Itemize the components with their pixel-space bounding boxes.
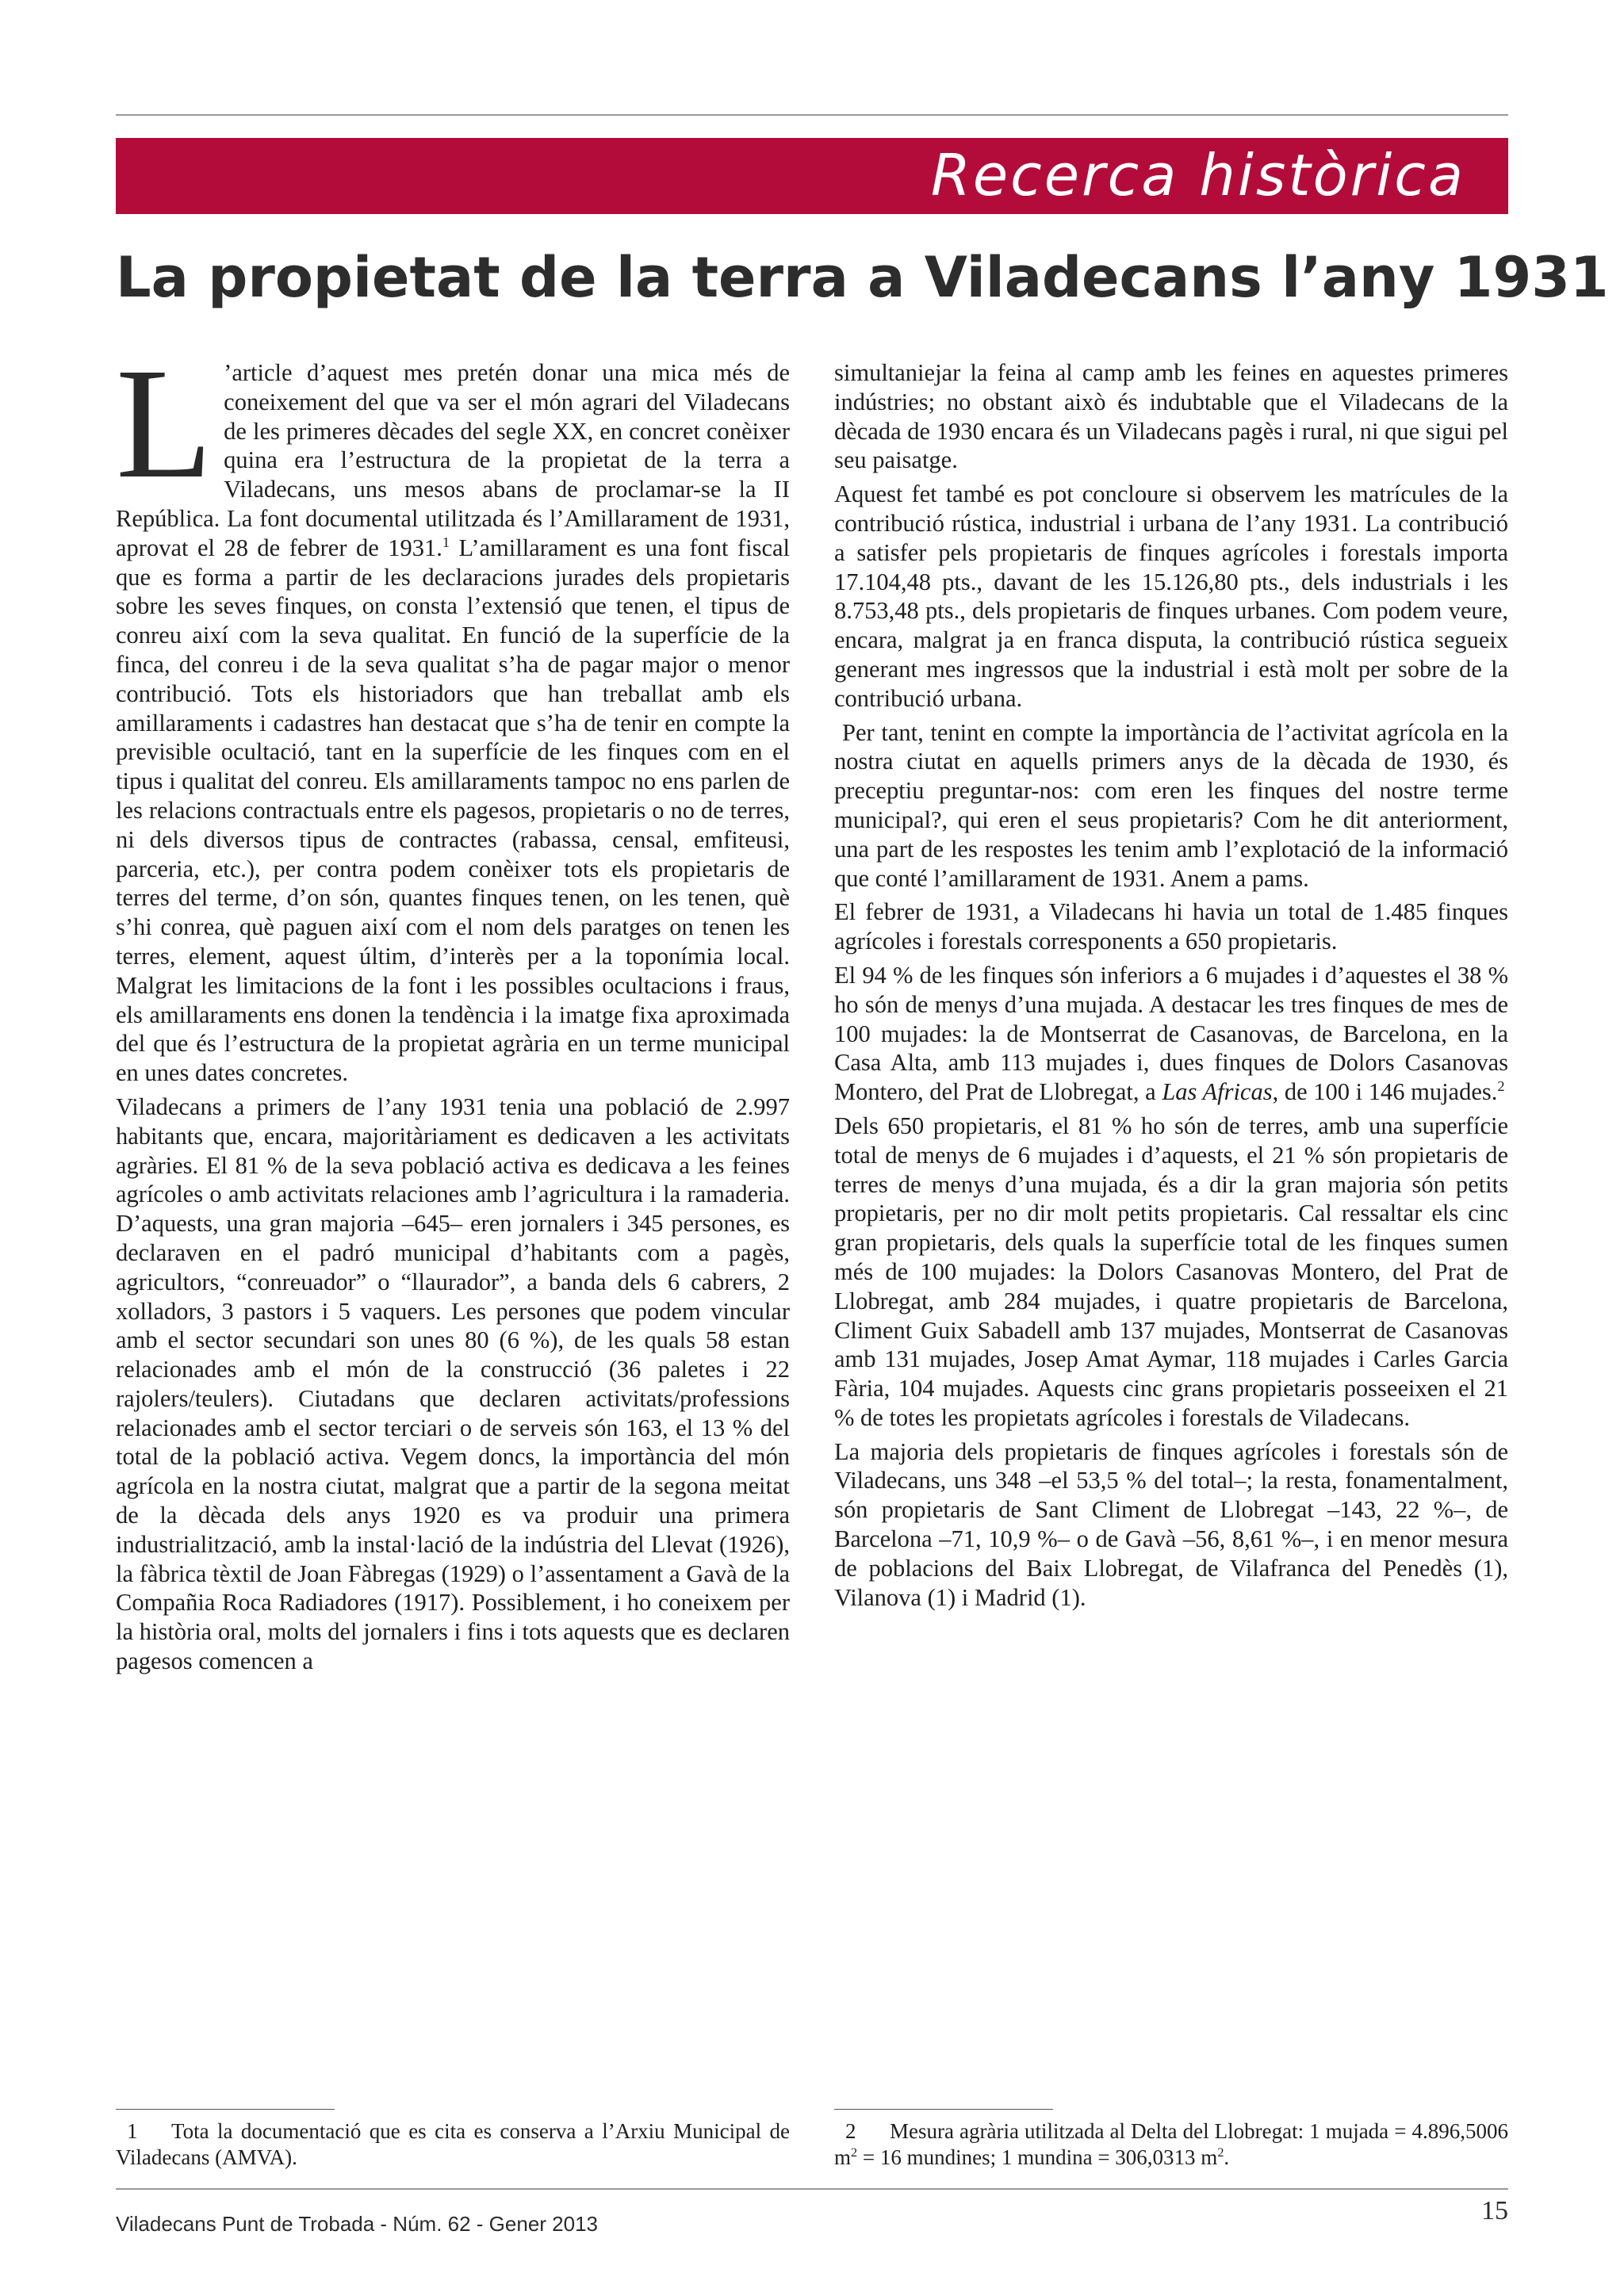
superscript: 2: [1217, 2145, 1224, 2160]
bottom-rule: [116, 2188, 1508, 2190]
paragraph: Dels 650 propietaris, el 81 % ho són de terres, amb una superfície total de menys de 6 mujades i d’aquests, el 21 % són propietaris de terres de menys d’una mujada, és a dir la gran majoria són petits propietaris, per no dir molt petits propietaris. Cal ressaltar els cinc gran propietaris, dels quals la superfície total de les finques sumen més de 100 mujades: la Dolors Casanovas Montero, del Prat de Llobregat, amb 284 mujades, i quatre propietaris de Barcelona, Climent Guix Sabadell amb 137 mujades, Montserrat de Casanovas amb 131 mujades, Josep Amat Aymar, 118 mujades i Carles Garcia Fària, 104 mujades. Aquests cinc grans propietaris posseeixen el 21 % de totes les propietats agrícoles i forestals de Viladecans.: [834, 1112, 1508, 1431]
paragraph: [834, 961, 1508, 1107]
paragraph-text: ’article d’aquest mes pretén donar una mica més de coneixement del que va ser el món agrari del Viladecans de les primeres dècades del segle XX, en concret conèixer quina era l’estructura de la propietat de la terra a Viladecans, uns mesos abans de proclamar-se la II República. La font documental utilitzada és l’Amillarament de 1931, aprovat el 28 de febrer de 1931.: [116, 359, 790, 561]
footnote-divider: [116, 2109, 335, 2110]
paragraph-text: El 94 % de les finques són inferiors a 6 mujades i d’aquestes el 38 % ho són de menys d’una mujada. A destacar les tres finques de mes de 100 mujades: la de Montserrat de Casanovas, de Barcelona, en la Casa Alta, amb 113 mujades i, dues finques de Dolors Casanovas Montero, del Prat de Llobregat, a: [834, 961, 1508, 1106]
footnote-number: 1: [127, 2119, 138, 2143]
footnote-ref: 2: [1497, 1077, 1505, 1094]
right-column: [834, 358, 1508, 1617]
paragraph: La majoria dels propietaris de finques agrícoles i forestals són de Viladecans, uns 348 –el 53,5 % del total–; la resta, fonamentalment, són propietaris de Sant Climent de Llobregat –143, 22 %–, de Barcelona –71, 10,9 %– o de Gavà –56, 8,61 %–, i en menor mesura de poblacions del Baix Llobregat, de Vilafranca del Penedès (1), Vilanova (1) i Madrid (1).: [834, 1437, 1508, 1611]
footnote-text: Tota la documentació que es cita es conserva a l’Arxiu Municipal de Viladecans (AMVA).: [116, 2119, 790, 2169]
publication-footer: Viladecans Punt de Trobada - Núm. 62 - Gener 2013: [116, 2212, 599, 2236]
section-title: Recerca històrica: [930, 142, 1465, 209]
superscript: 2: [851, 2145, 858, 2160]
top-rule: [116, 114, 1508, 116]
article-title: La propietat de la terra a Viladecans l’any 1931: [116, 245, 1609, 310]
page-number: 15: [1481, 2196, 1508, 2225]
paragraph-text: , de 100 i 146 mujades.: [1272, 1078, 1498, 1106]
paragraph: simultaniejar la feina al camp amb les feines en aquestes primeres indústries; no obstant això és indubtable que el Viladecans de la dècada de 1930 encara és un Viladecans pagès i rural, ni que sigui pel seu paisatge.: [834, 359, 1508, 474]
footnote-divider: [834, 2109, 1053, 2110]
paragraph: [116, 336, 791, 1088]
footnote-2: [834, 2118, 1508, 2171]
footnote-1: [116, 2118, 790, 2171]
footnote-text: .: [1224, 2145, 1230, 2169]
dropcap: L: [116, 336, 213, 511]
footnote-number: 2: [845, 2119, 856, 2143]
paragraph: Per tant, tenint en compte la importància de l’activitat agrícola en la nostra ciutat en aquells primers anys de la dècada de 1930, és preceptiu preguntar-nos: com eren les finques del nostre terme municipal?, qui eren el seus propietaris? Com he dit anteriorment, una part de les respostes les tenim amb l’explotació de la informació que conté l’amillarament de 1931. Anem a pams.: [834, 718, 1508, 892]
paragraph: Aquest fet també es pot concloure si observem les matrícules de la contribució rústica, industrial i urbana de l’any 1931. La contribució a satisfer pels propietaris de finques agrícoles i forestals importa 17.104,48 pts., davant de les 15.126,80 pts., dels industrials i les 8.753,48 pts., dels propietaris de finques urbanes. Com podem veure, encara, malgrat ja en franca disputa, la contribució rústica segueix generant mes ingressos que la industrial i està molt per sobre de la contribució urbana.: [834, 480, 1508, 712]
paragraph-text: L’amillarament es una font fiscal que es forma a partir de les declaracions jurades dels propietaris sobre les seves finques, on consta l’extensió que tenen, el tipus de conreu així com la seva qualitat. En funció de la superfície de la finca, del conreu i de la seva qualitat s’ha de pagar major o menor contribució. Tots els historiadors que han treballat amb els amillaraments i cadastres han destacat que s’ha de tenir en compte la previsible ocultació, tant en la superfície de les finques com en el tipus i qualitat del conreu. Els amillaraments tampoc no ens parlen de les relacions contractuals entre els pagesos, propietaris o no de terres, ni dels diversos tipus de contractes (rabassa, censal, emfiteusi, parceria, etc.), per contra podem conèixer tots els propietaris de terres del terme, d’on són, quantes finques tenen, on les tenen, què s’hi conrea, què paguen així com el nom dels paratges on tenen les terres, element, aquest últim, d’interès per a la toponímia local. Malgrat les limitacions de la font i les possibles ocultacions i fraus, els amillaraments ens donen la tendència i la imatge fixa aproximada del que és l’estructura de la propietat agrària en un terme municipal en unes dates concretes.: [116, 534, 791, 1087]
footnote-text: Mesura agrària utilitzada al Delta del Llobregat: 1 mujada = 4.896,5006 m: [834, 2119, 1508, 2169]
paragraph: Viladecans a primers de l’any 1931 tenia una població de 2.997 habitants que, encara, majoritàriament es dedicaven a les activitats agràries. El 81 % de la seva població activa es dedicava a les feines agrícoles o amb activitats relaciones amb l’agricultura i la ramaderia. D’aquests, una gran majoria –645– eren jornalers i 345 persones, es declaraven en el padró municipal d’habitants com a pagès, agricultors, “conreuador” o “llaurador”, a banda dels 6 cabrers, 2 xolladors, 3 pastors i 5 vaquers. Les persones que podem vincular amb el sector secundari son unes 80 (6 %), de les quals 58 estan relacionades amb el món de la construcció (36 paletes i 22 rajolers/teulers). Ciutadans que declaren activitats/professions relacionades amb el sector terciari o de serveis són 163, el 13 % del total de la població activa. Vegem doncs, la importància del món agrícola en la nostra ciutat, malgrat que a partir de la segona meitat de la dècada dels anys 1920 es va produir una primera industrialització, amb la instal·lació de la indústria del Llevat (1926), la fàbrica tèxtil de Joan Fàbregas (1929) o l’assentament a Gavà de la Compañia Roca Radiadores (1917). Possiblement, i ho coneixem per la història oral, molts del jornalers i fins i tots aquests que es declaren pagesos comencen a: [116, 1093, 790, 1675]
footnote-ref: 1: [442, 534, 450, 550]
footnote-text: = 16 mundines; 1 mundina = 306,0313 m: [857, 2145, 1218, 2169]
left-column: [116, 336, 791, 1681]
section-banner: [116, 138, 1508, 214]
paragraph: El febrer de 1931, a Viladecans hi havia un total de 1.485 finques agrícoles i forestals corresponents a 650 propietaris.: [834, 898, 1508, 955]
place-name: Las Africas: [1162, 1078, 1273, 1106]
